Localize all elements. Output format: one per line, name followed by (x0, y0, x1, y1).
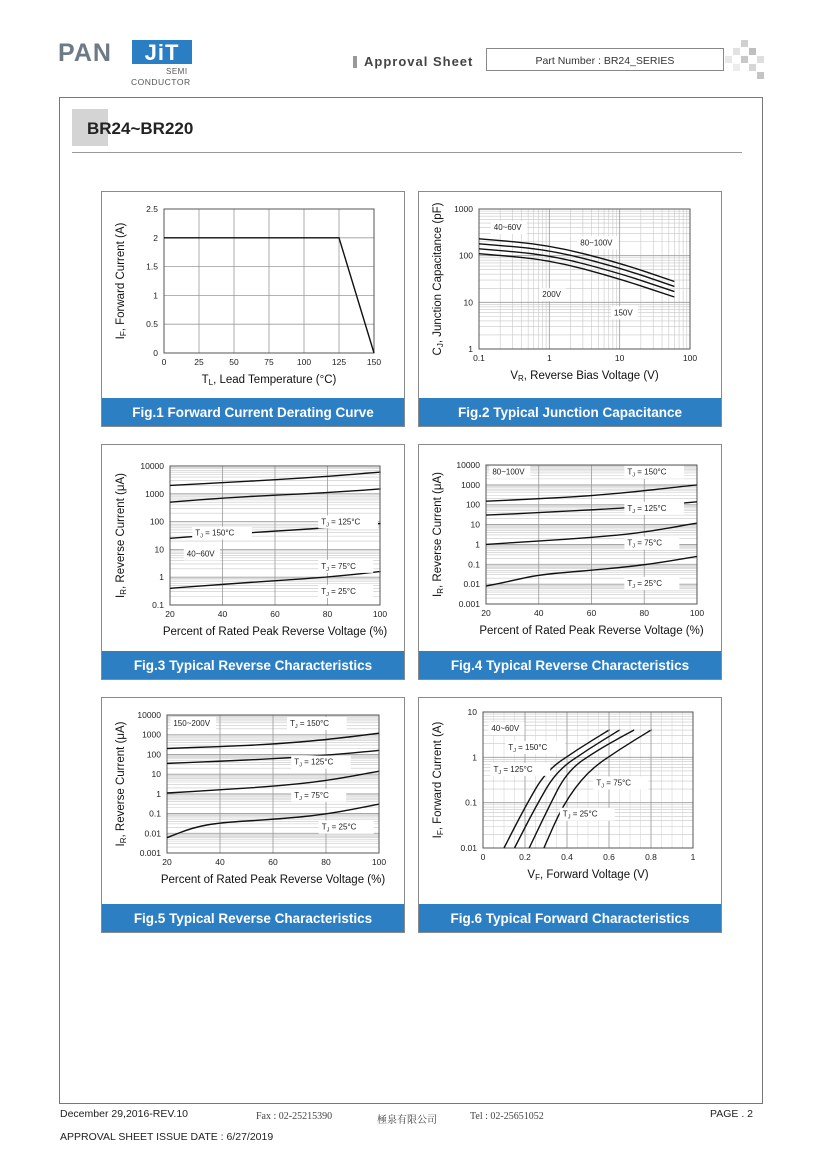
series-title: BR24~BR220 (87, 119, 194, 138)
fig5-annotation: $T_J = 75^\circ C$ (294, 790, 329, 802)
fig3-y-axis-label: IR, Reverse Current (μA) (115, 473, 128, 598)
fig1-y-tick-label: 0 (153, 348, 158, 358)
fig1-x-tick-label: 125 (331, 357, 347, 367)
fig1-plot (115, 204, 381, 387)
fig1-caption: Fig.1 Forward Current Derating Curve (102, 398, 404, 426)
fig6-annotation: $T_J = 25^\circ C$ (562, 809, 598, 821)
fig6-y-axis-label: IF, Forward Current (A) (432, 721, 445, 839)
fig2-chart (419, 192, 723, 400)
fig3-annotation: $T_J = 125^\circ C$ (321, 517, 361, 529)
fig5-x-tick-label: 20 (162, 857, 172, 867)
fig5-annotation: 150~200V (173, 719, 211, 729)
fig4-y-tick-label: 0.1 (468, 559, 480, 570)
fig6-x-tick-label: 0 (480, 852, 486, 862)
fig6-panel (418, 697, 722, 933)
fig2-x-tick-label: 1 (546, 353, 552, 363)
fig5-y-tick-label: 0.001 (139, 848, 161, 858)
fig4-x-tick-label: 40 (534, 608, 544, 618)
footer-fax: Fax : 02-25215390 (256, 1111, 333, 1122)
fig3-caption: Fig.3 Typical Reverse Characteristics (102, 651, 404, 679)
fig4-y-tick-label: 100 (465, 499, 480, 510)
fig4-annotation: 80~100V (492, 467, 525, 477)
fig1-y-tick-label: 2 (153, 232, 158, 243)
fig5-y-tick-label: 100 (146, 749, 161, 760)
fig4-y-tick-label: 1000 (461, 479, 480, 490)
fig1-y-tick-label: 1 (153, 290, 158, 301)
fig4-annotation: $T_J = 125^\circ C$ (627, 503, 667, 515)
logo-semi-text: SEMI (166, 67, 188, 76)
fig2-x-tick-label: 10 (614, 353, 625, 363)
panjit-logo (58, 37, 198, 89)
fig5-x-tick-label: 60 (268, 857, 278, 867)
decorative-squares (725, 40, 765, 80)
fig1-x-tick-label: 100 (296, 357, 312, 367)
logo-conductor-text: CONDUCTOR (131, 77, 191, 87)
fig4-panel (418, 444, 722, 680)
footer-date-revision: December 29,2016-REV.10 (60, 1108, 189, 1120)
fig6-y-tick-label: 10 (467, 707, 477, 717)
approval-marker (353, 56, 357, 68)
fig4-y-tick-label: 10000 (456, 460, 480, 470)
fig5-y-tick-label: 10000 (137, 710, 161, 720)
fig3-annotation: $T_J = 150^\circ C$ (195, 528, 235, 540)
fig5-y-tick-label: 1 (156, 788, 161, 799)
fig3-y-tick-label: 1 (159, 572, 164, 583)
fig6-x-tick-label: 0.6 (603, 852, 615, 862)
fig2-x-axis-label: VR, Reverse Bias Voltage (V) (510, 370, 659, 383)
fig6-chart (419, 698, 723, 906)
fig6-x-tick-label: 1 (690, 852, 696, 862)
fig4-x-tick-label: 20 (481, 608, 491, 618)
fig4-caption: Fig.4 Typical Reverse Characteristics (419, 651, 721, 679)
fig2-y-tick-label: 10 (463, 297, 473, 308)
fig6-y-tick-label: 1 (472, 752, 477, 763)
fig3-y-tick-label: 100 (149, 516, 164, 527)
fig2-x-tick-label: 0.1 (473, 353, 485, 363)
fig1-chart (102, 192, 406, 400)
fig5-y-tick-label: 10 (151, 769, 161, 780)
fig6-annotation: $T_J = 125^\circ C$ (493, 764, 533, 776)
part-number-box: Part Number : BR24_SERIES (486, 48, 724, 71)
fig4-chart (419, 445, 723, 653)
fig2-x-tick-label: 100 (682, 353, 698, 363)
fig2-annotation: 200V (542, 290, 561, 300)
fig1-x-tick-label: 0 (161, 357, 167, 367)
fig2-plot (432, 202, 697, 383)
fig2-y-tick-label: 100 (458, 250, 473, 261)
fig3-x-tick-label: 100 (372, 609, 388, 619)
fig3-y-tick-label: 1000 (145, 488, 164, 499)
fig6-annotation: $T_J = 75^\circ C$ (596, 778, 632, 790)
logo-pan-text: PAN (58, 39, 112, 67)
fig4-y-tick-label: 10 (470, 519, 480, 530)
fig6-x-tick-label: 0.2 (519, 852, 531, 862)
fig4-x-axis-label: Percent of Rated Peak Reverse Voltage (%) (479, 625, 704, 637)
fig5-panel (101, 697, 405, 933)
fig1-x-tick-label: 25 (194, 357, 204, 367)
fig3-panel (101, 444, 405, 680)
fig5-y-tick-label: 0.1 (149, 808, 161, 819)
fig4-y-axis-label: IR, Reverse Current (μA) (432, 472, 445, 597)
fig1-panel (101, 191, 405, 427)
fig5-x-tick-label: 40 (215, 857, 225, 867)
fig4-plot (432, 460, 704, 637)
fig4-y-tick-label: 0.001 (458, 599, 480, 609)
fig4-annotation: $T_J = 25^\circ C$ (627, 578, 663, 590)
fig4-y-tick-label: 0.01 (463, 579, 480, 590)
fig3-annotation: $T_J = 75^\circ C$ (321, 561, 356, 573)
fig1-x-tick-label: 75 (264, 357, 274, 367)
fig4-x-tick-label: 60 (586, 608, 597, 618)
fig3-y-tick-label: 0.1 (152, 600, 164, 610)
fig4-annotation: $T_J = 150^\circ C$ (627, 467, 667, 479)
approval-sheet-title: Approval Sheet (364, 54, 474, 69)
fig5-annotation: $T_J = 150^\circ C$ (289, 719, 330, 731)
fig5-x-tick-label: 80 (321, 857, 331, 867)
fig5-y-tick-label: 0.01 (144, 828, 161, 839)
fig3-annotation: 40~60V (186, 549, 215, 559)
fig2-y-axis-label: CJ, Junction Capacitance (pF) (432, 202, 445, 356)
fig6-x-tick-label: 0.8 (645, 852, 657, 862)
footer-company: 極泉有限公司 (377, 1115, 437, 1126)
fig4-y-tick-label: 1 (475, 539, 480, 550)
fig5-y-axis-label: IR, Reverse Current (μA) (115, 721, 128, 847)
fig3-x-tick-label: 80 (322, 609, 333, 619)
fig3-chart (102, 445, 406, 653)
fig5-annotation: $T_J = 125^\circ C$ (294, 757, 334, 769)
fig2-caption: Fig.2 Typical Junction Capacitance (419, 398, 721, 426)
fig3-x-tick-label: 60 (270, 609, 280, 619)
fig3-plot (115, 461, 387, 638)
fig3-x-tick-label: 40 (217, 609, 228, 619)
fig3-y-tick-label: 10 (154, 544, 164, 555)
fig2-y-tick-label: 1 (468, 344, 473, 354)
fig5-plot (115, 710, 386, 886)
fig4-x-tick-label: 80 (639, 608, 649, 618)
fig6-x-axis-label: VF, Forward Voltage (V) (527, 869, 649, 882)
fig2-annotation: 150V (614, 308, 633, 318)
fig5-annotation: $T_J = 25^\circ C$ (321, 822, 357, 834)
logo-jit-text: JiT (132, 40, 192, 64)
fig1-y-axis-label: IF, Forward Current (A) (115, 222, 128, 340)
footer-issue-date: APPROVAL SHEET ISSUE DATE : 6/27/2019 (60, 1131, 274, 1143)
fig2-annotation: 80~100V (580, 238, 613, 248)
fig3-annotation: $T_J = 25^\circ C$ (321, 586, 356, 598)
fig1-x-tick-label: 150 (366, 357, 382, 367)
fig6-annotation: $T_J = 150^\circ C$ (508, 743, 548, 755)
fig6-x-tick-label: 0.4 (561, 852, 573, 862)
fig1-y-tick-label: 1.5 (146, 261, 158, 272)
fig4-annotation: $T_J = 75^\circ C$ (627, 538, 663, 550)
footer-page-number: PAGE . 2 (710, 1108, 753, 1120)
fig5-x-tick-label: 100 (371, 857, 387, 867)
fig6-y-tick-label: 0.01 (460, 843, 477, 853)
fig5-y-tick-label: 1000 (142, 729, 161, 740)
fig3-y-tick-label: 10000 (140, 461, 164, 471)
fig3-x-axis-label: Percent of Rated Peak Reverse Voltage (%) (162, 626, 388, 638)
fig1-x-tick-label: 50 (229, 357, 239, 367)
fig6-caption: Fig.6 Typical Forward Characteristics (419, 904, 721, 932)
title-divider (72, 152, 742, 153)
fig2-annotation: 40~60V (493, 223, 522, 232)
fig5-caption: Fig.5 Typical Reverse Characteristics (102, 904, 404, 932)
fig1-y-tick-label: 2.5 (146, 204, 158, 214)
fig2-panel (418, 191, 722, 427)
fig6-plot (432, 707, 696, 882)
fig1-y-tick-label: 0.5 (146, 319, 158, 330)
fig4-x-tick-label: 100 (689, 608, 705, 618)
fig5-chart (102, 698, 406, 906)
footer-tel: Tel : 02-25651052 (470, 1111, 544, 1122)
fig2-y-tick-label: 1000 (454, 204, 473, 214)
fig6-y-tick-label: 0.1 (465, 797, 477, 808)
fig1-x-axis-label: TL, Lead Temperature (°C) (201, 374, 337, 387)
fig5-x-axis-label: Percent of Rated Peak Reverse Voltage (%) (160, 874, 386, 886)
fig6-annotation: 40~60V (491, 724, 520, 734)
fig3-x-tick-label: 20 (165, 609, 175, 619)
